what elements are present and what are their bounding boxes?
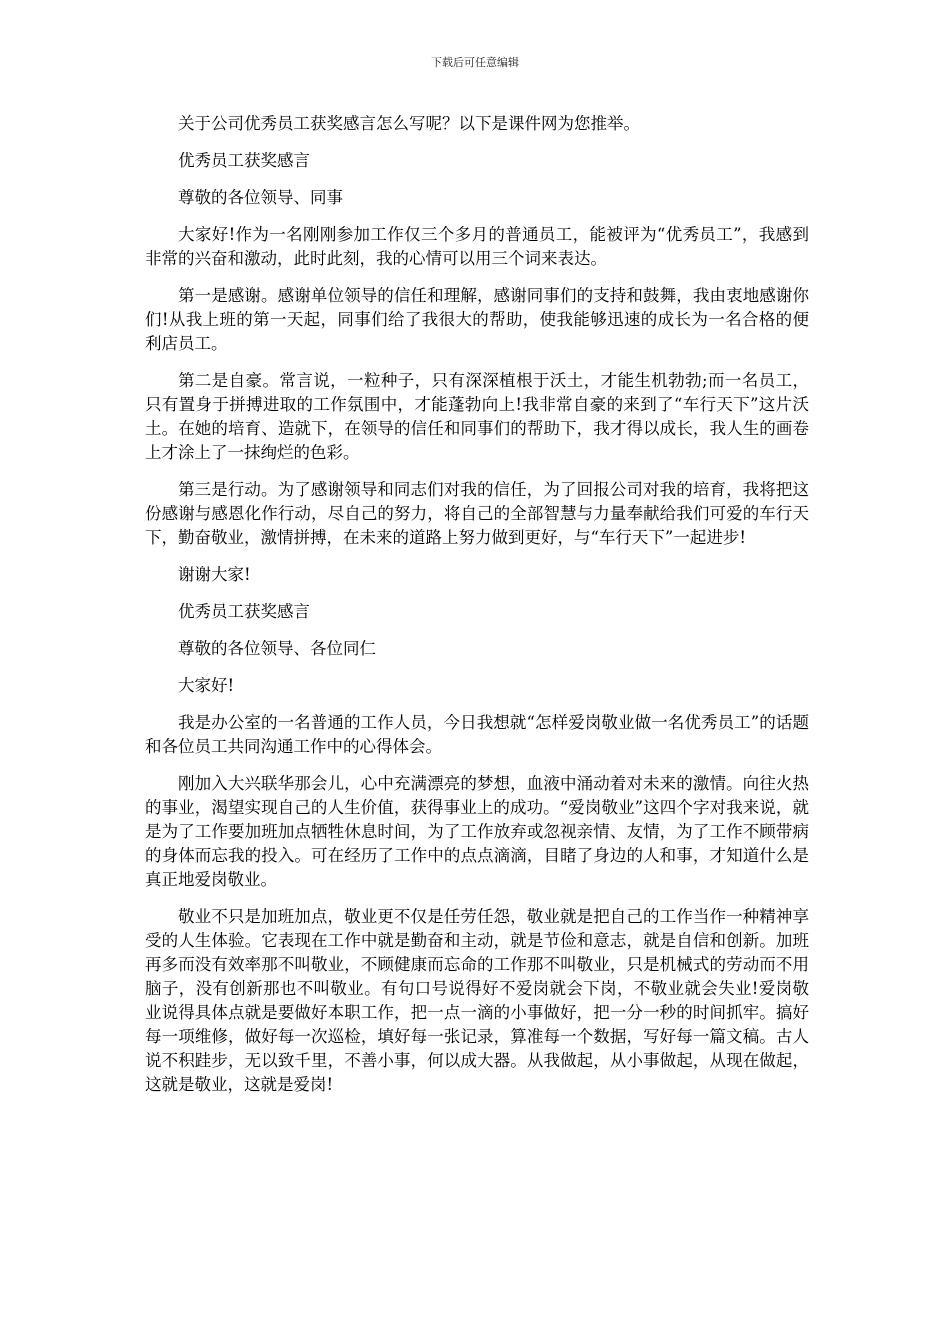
- body-paragraph: 敬业不只是加班加点，敬业更不仅是任劳任怨，敬业就是把自己的工作当作一种精神享受的人生体验。它表现在工作中就是勤奋和主动，就是节俭和意志，就是自信和创新。加班再多而没有效率那不叫敬业，不顾健康而忘命的工作那不叫敬业，只是机械式的劳动而不用脑子，没有创新那也不叫敬业。有句口号说得好不爱岗就会下岗，不敬业就会失业!爱岗敬业说得具体点就是要做好本职工作，把一点一滴的小事做好，把一分一秒的时间抓牢。搞好每一项维修，做好每一次巡检，填好每一张记录，算准每一个数据，写好每一篇文稿。古人说不积跬步，无以致千里，不善小事，何以成大器。从我做起，从小事做起，从现在做起，这就是敬业，这就是爱岗!: [145, 907, 809, 1094]
- salutation: 尊敬的各位领导、各位同仁: [178, 639, 376, 658]
- speech-title: 优秀员工获奖感言: [178, 151, 310, 170]
- page-header: 下载后可任意编辑: [431, 56, 519, 69]
- body-paragraph: 大家好!作为一名刚刚参加工作仅三个多月的普通员工，能被评为“优秀员工”，我感到非常的兴奋和激动，此时此刻，我的心情可以用三个词来表达。: [145, 225, 809, 268]
- body-paragraph: 第一是感谢。感谢单位领导的信任和理解，感谢同事们的支持和鼓舞，我由衷地感谢你们!从我上班的第一天起，同事们给了我很大的帮助，使我能够迅速的成长为一名合格的便利店员工。: [145, 286, 809, 353]
- body-paragraph: 第二是自豪。常言说，一粒种子，只有深深植根于沃土，才能生机勃勃;而一名员工，只有置身于拼搏进取的工作氛围中，才能蓬勃向上!我非常自豪的来到了“车行天下”这片沃土。在她的培育、造就下，在领导的信任和同事们的帮助下，我才得以成长，我人生的画卷上才涂上了一抹绚烂的色彩。: [145, 371, 809, 462]
- speech-title: 优秀员工获奖感言: [178, 602, 310, 621]
- body-paragraph: 第三是行动。为了感谢领导和同志们对我的信任，为了回报公司对我的培育，我将把这份感谢与感恩化作行动，尽自己的努力，将自己的全部智慧与力量奉献给我们可爱的车行天下，勤奋敬业，激情拼搏，在未来的道路上努力做到更好，与“车行天下”一起进步!: [145, 480, 809, 547]
- closing-line: 谢谢大家!: [178, 565, 251, 584]
- intro-paragraph: 关于公司优秀员工获奖感言怎么写呢？以下是课件网为您推举。: [178, 114, 640, 133]
- document-body: [145, 112, 809, 1110]
- greeting: 大家好!: [178, 676, 235, 695]
- body-paragraph: 我是办公室的一名普通的工作人员，今日我想就“怎样爱岗敬业做一名优秀员工”的话题和各位员工共同沟通工作中的心得体会。: [145, 713, 809, 756]
- salutation: 尊敬的各位领导、同事: [178, 188, 343, 207]
- body-paragraph: 刚加入大兴联华那会儿，心中充满漂亮的梦想，血液中涌动着对未来的激情。向往火热的事业，渴望实现自己的人生价值，获得事业上的成功。“爱岗敬业”这四个字对我来说，就是为了工作要加班加点牺牲休息时间，为了工作放弃或忽视亲情、友情，为了工作不顾带病的身体而忘我的投入。可在经历了工作中的点点滴滴，目睹了身边的人和事，才知道什么是真正地爱岗敬业。: [145, 774, 809, 889]
